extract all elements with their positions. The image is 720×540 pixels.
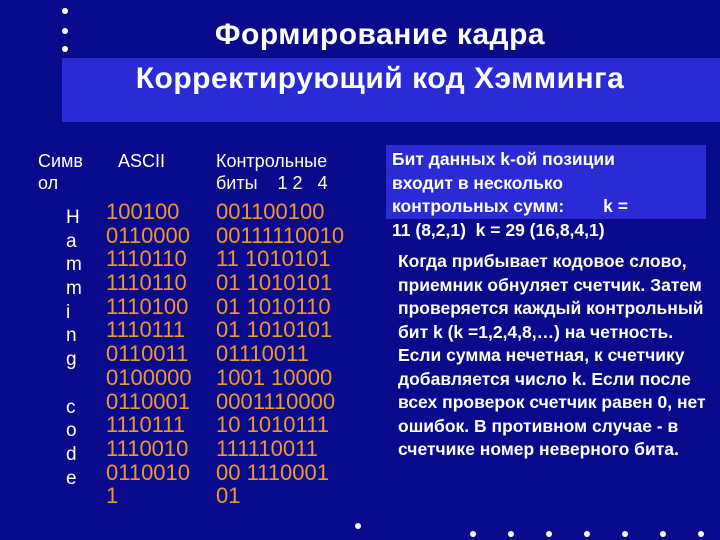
control-code: 001100100	[216, 199, 325, 224]
ascii-code: 1110010	[106, 435, 189, 461]
ascii-code: 1110100	[106, 293, 189, 319]
symbol-header-line2: ол	[38, 173, 59, 193]
symbol-list	[66, 206, 82, 490]
control-bits-header	[216, 150, 328, 194]
control-code: 11 1010101	[216, 246, 331, 272]
symbol-item: o	[66, 420, 77, 442]
ascii-code: 0110010	[106, 459, 191, 485]
symbol-item: g	[66, 349, 77, 371]
control-code: 01110011	[216, 341, 309, 367]
note1-line: контрольных сумм: k =	[392, 196, 628, 216]
note-receiver-procedure: Когда прибывает кодовое слово, приемник обнуляет счетчик. Затем проверяется каждый контрольный бит k (k =1,2,4,8,…) на четность. Если сумма нечетная, к счетчику добавляется число k. Если после всех проверок счетчик равен 0, нет ошибок. В противном случае - в счетчике номер неверного бита.	[398, 251, 706, 459]
symbol-item: n	[66, 325, 77, 347]
ascii-code: 1	[106, 483, 119, 509]
symbol-header-line1: Симв	[38, 151, 83, 171]
bullet-dot	[355, 523, 361, 529]
symbol-item: m	[66, 278, 82, 300]
symbol-item: H	[66, 207, 80, 228]
control-code: 01	[216, 483, 241, 509]
bullet-dot	[622, 531, 628, 537]
symbol-item: m	[66, 254, 82, 276]
ascii-code: 1110111	[106, 317, 186, 343]
symbol-item: e	[66, 467, 77, 489]
symbol-item: i	[66, 301, 71, 323]
bullet-dot	[62, 8, 68, 14]
slide-subtitle: Корректирующий код Хэмминга	[135, 62, 625, 95]
symbol-item: a	[66, 230, 77, 252]
ascii-code-list	[106, 200, 192, 508]
symbol-item	[66, 372, 82, 396]
bullet-dot	[508, 531, 514, 537]
ascii-code: 0110000	[106, 222, 191, 248]
ascii-code: 1110110	[106, 246, 187, 272]
note1-line: Бит данных k-ой позиции	[392, 149, 615, 169]
control-code: 111110011	[216, 435, 318, 461]
ascii-code: 0110011	[106, 341, 189, 367]
bullet-dot	[470, 531, 476, 537]
control-code: 00 1110001	[216, 459, 329, 485]
control-header-line2: биты 1 2 4	[216, 173, 328, 193]
control-header-line1: Контрольные	[216, 151, 328, 171]
symbol-item: d	[66, 443, 77, 465]
control-code: 0001110000	[216, 388, 336, 414]
ascii-code: 0110001	[106, 388, 191, 414]
bullet-dot	[698, 531, 704, 537]
control-code: 01 1010101	[216, 317, 333, 343]
bullet-dot	[546, 531, 552, 537]
bullet-dot	[660, 531, 666, 537]
symbol-item: c	[66, 396, 76, 418]
slide-title: Формирование кадра	[214, 18, 546, 51]
symbol-header	[38, 150, 83, 194]
note-bit-positions	[392, 148, 702, 242]
ascii-code: 100100	[106, 199, 180, 224]
bullet-dot	[584, 531, 590, 537]
control-code: 00111110010	[216, 222, 345, 248]
ascii-code: 1110110	[106, 270, 187, 296]
control-code: 01 1010101	[216, 270, 333, 296]
ascii-code: 1110111	[106, 412, 186, 438]
ascii-header: ASCII	[118, 151, 166, 171]
control-code: 01 1010110	[216, 293, 331, 319]
control-code: 10 1010111	[216, 412, 329, 438]
note1-line: 11 (8,2,1) k = 29 (16,8,4,1)	[392, 219, 605, 240]
control-code: 1001 10000	[216, 364, 333, 390]
control-code-list	[216, 200, 344, 508]
note1-line: входит в несколько	[392, 172, 564, 193]
ascii-code: 0100000	[106, 364, 192, 390]
